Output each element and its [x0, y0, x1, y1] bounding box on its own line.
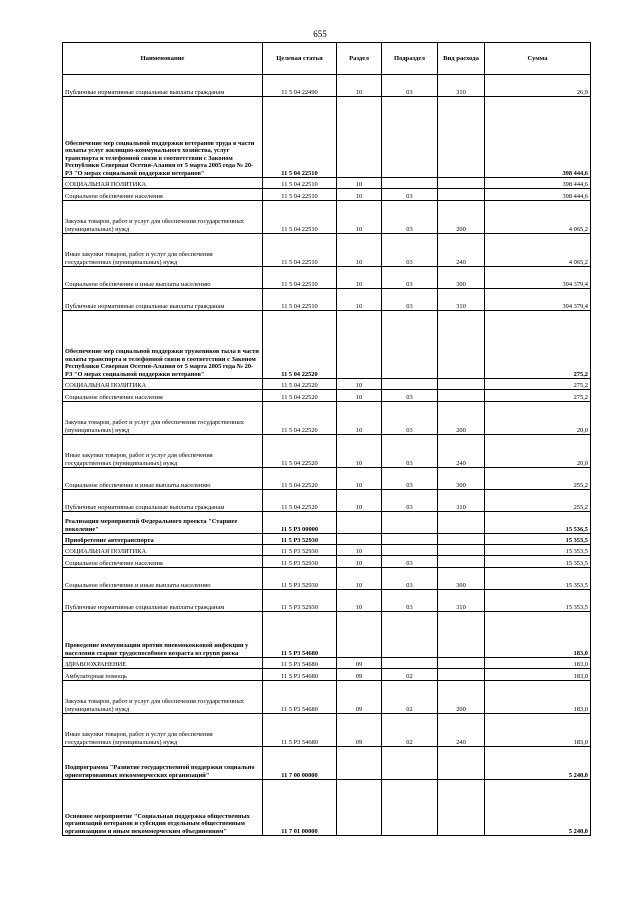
cell-target: 11 5 04 22520 — [263, 379, 337, 390]
cell-section: 10 — [337, 234, 382, 267]
cell-section — [337, 534, 382, 545]
cell-subsection — [382, 780, 438, 836]
cell-expense-type: 240 — [438, 234, 485, 267]
cell-name: СОЦИАЛЬНАЯ ПОЛИТИКА — [63, 379, 263, 390]
cell-target: 11 5 04 22510 — [263, 234, 337, 267]
cell-name: Проведение иммунизации против пневмококковой инфекции у населения старше трудоспособного возраста из групп риска — [63, 612, 263, 658]
page-number: 655 — [313, 29, 327, 39]
cell-section — [337, 311, 382, 379]
cell-name: Публичные нормативные социальные выплаты гражданам — [63, 289, 263, 311]
cell-subsection: 03 — [382, 590, 438, 612]
cell-expense-type: 310 — [438, 490, 485, 512]
cell-section — [337, 97, 382, 178]
cell-amount: 183,0 — [485, 669, 591, 681]
cell-subsection: 03 — [382, 267, 438, 289]
cell-section: 10 — [337, 178, 382, 189]
cell-subsection: 03 — [382, 201, 438, 234]
table-row — [63, 490, 591, 512]
cell-target: 11 5 P3 52930 — [263, 568, 337, 590]
cell-section: 09 — [337, 714, 382, 747]
cell-expense-type — [438, 669, 485, 681]
cell-section: 09 — [337, 658, 382, 669]
cell-target: 11 7 00 00000 — [263, 747, 337, 780]
cell-name: Иные закупки товаров, работ и услуг для обеспечения государственных (муниципальных) нужд — [63, 714, 263, 747]
cell-amount: 398 444,6 — [485, 97, 591, 178]
cell-subsection — [382, 658, 438, 669]
cell-expense-type: 240 — [438, 435, 485, 468]
cell-section: 10 — [337, 468, 382, 490]
cell-amount: 275,2 — [485, 379, 591, 390]
cell-section: 10 — [337, 402, 382, 435]
cell-subsection — [382, 534, 438, 545]
cell-expense-type — [438, 612, 485, 658]
cell-subsection — [382, 747, 438, 780]
cell-subsection: 02 — [382, 669, 438, 681]
cell-name: Социальное обеспечение и иные выплаты населению — [63, 267, 263, 289]
cell-section: 10 — [337, 568, 382, 590]
cell-amount: 15 353,5 — [485, 534, 591, 545]
table-row — [63, 189, 591, 201]
cell-expense-type: 310 — [438, 289, 485, 311]
cell-amount: 183,0 — [485, 714, 591, 747]
column-header-expense-type: Вид расхода — [438, 43, 485, 75]
cell-name: Реализация мероприятий Федерального проекта "Старшее поколение" — [63, 512, 263, 534]
cell-target: 11 5 04 22520 — [263, 435, 337, 468]
cell-amount: 183,0 — [485, 681, 591, 714]
column-header-section: Раздел — [337, 43, 382, 75]
table-row — [63, 780, 591, 836]
cell-expense-type — [438, 512, 485, 534]
cell-section: 10 — [337, 289, 382, 311]
cell-expense-type — [438, 97, 485, 178]
cell-expense-type: 310 — [438, 590, 485, 612]
cell-target: 11 5 P3 54680 — [263, 681, 337, 714]
cell-target: 11 5 04 22510 — [263, 201, 337, 234]
cell-name: Основное мероприятие "Социальная поддержка общественных организаций ветеранов и субсидии отдельным общественным организациям и иным некоммерческим объединениям" — [63, 780, 263, 836]
cell-name: Публичные нормативные социальные выплаты гражданам — [63, 490, 263, 512]
cell-expense-type — [438, 379, 485, 390]
cell-target: 11 5 P3 52930 — [263, 545, 337, 556]
cell-amount: 4 065,2 — [485, 201, 591, 234]
table-row — [63, 669, 591, 681]
cell-expense-type: 200 — [438, 402, 485, 435]
cell-target: 11 5 04 22510 — [263, 97, 337, 178]
table-body — [63, 75, 591, 836]
table-row — [63, 379, 591, 390]
table-row — [63, 390, 591, 402]
cell-section: 10 — [337, 545, 382, 556]
table-row — [63, 402, 591, 435]
table-row — [63, 311, 591, 379]
table-row — [63, 658, 591, 669]
cell-section: 10 — [337, 390, 382, 402]
cell-name: Обеспечение мер социальной поддержки тружеников тыла в части оплаты транспорта и телефонной связи в соответствии с Законом Республики Северная Осетия-Алания от 5 марта 2005 года № 20-РЗ "О мерах социальной поддержки ветеранов" — [63, 311, 263, 379]
cell-amount: 275,2 — [485, 311, 591, 379]
cell-subsection: 03 — [382, 402, 438, 435]
cell-section: 10 — [337, 75, 382, 97]
cell-expense-type — [438, 178, 485, 189]
cell-expense-type: 240 — [438, 714, 485, 747]
table-row — [63, 512, 591, 534]
table-row — [63, 435, 591, 468]
cell-subsection: 03 — [382, 435, 438, 468]
table-row — [63, 201, 591, 234]
cell-section — [337, 747, 382, 780]
cell-name: ЗДРАВООХРАНЕНИЕ — [63, 658, 263, 669]
table-row — [63, 545, 591, 556]
table-row — [63, 681, 591, 714]
column-header-subsection: Подраздел — [382, 43, 438, 75]
cell-section — [337, 612, 382, 658]
cell-subsection: 03 — [382, 189, 438, 201]
cell-name: Обеспечение мер социальной поддержки ветеранов труда в части оплаты услуг жилищно-коммунального хозяйства, услуг транспорта и телефонной связи в соответствии с Законом Республики Северная Осетия-Алания от 5 марта 2005 года № 20- РЗ "О мерах социальной поддержки ветеранов" — [63, 97, 263, 178]
table-row — [63, 747, 591, 780]
cell-target: 11 5 04 22520 — [263, 402, 337, 435]
cell-subsection — [382, 178, 438, 189]
cell-target: 11 5 04 22520 — [263, 468, 337, 490]
cell-name: Приобретение автотранспорта — [63, 534, 263, 545]
column-header-amount: Сумма — [485, 43, 591, 75]
cell-amount: 15 353,5 — [485, 568, 591, 590]
cell-expense-type — [438, 545, 485, 556]
cell-subsection: 03 — [382, 234, 438, 267]
cell-target: 11 5 04 22510 — [263, 178, 337, 189]
cell-subsection: 03 — [382, 289, 438, 311]
table-row — [63, 178, 591, 189]
cell-name: Социальное обеспечение населения — [63, 556, 263, 568]
cell-expense-type: 300 — [438, 267, 485, 289]
cell-subsection: 02 — [382, 714, 438, 747]
cell-section: 10 — [337, 379, 382, 390]
cell-amount: 394 379,4 — [485, 267, 591, 289]
cell-expense-type — [438, 534, 485, 545]
cell-subsection: 03 — [382, 390, 438, 402]
cell-section: 10 — [337, 590, 382, 612]
cell-amount: 5 240,0 — [485, 747, 591, 780]
cell-target: 11 5 04 22490 — [263, 75, 337, 97]
cell-section: 10 — [337, 201, 382, 234]
table-row — [63, 714, 591, 747]
cell-section: 10 — [337, 189, 382, 201]
cell-name: Подпрограмма "Развитие государственной поддержки социально ориентированных некоммерческих организаций" — [63, 747, 263, 780]
cell-section: 10 — [337, 435, 382, 468]
cell-amount: 15 536,5 — [485, 512, 591, 534]
cell-section: 10 — [337, 490, 382, 512]
table-header-row — [63, 43, 591, 75]
cell-subsection — [382, 612, 438, 658]
cell-name: Амбулаторная помощь — [63, 669, 263, 681]
cell-name: Публичные нормативные социальные выплаты гражданам — [63, 590, 263, 612]
cell-subsection — [382, 512, 438, 534]
cell-subsection — [382, 97, 438, 178]
cell-amount: 183,0 — [485, 658, 591, 669]
cell-section: 10 — [337, 267, 382, 289]
cell-section: 09 — [337, 681, 382, 714]
cell-subsection: 03 — [382, 490, 438, 512]
cell-amount: 26,9 — [485, 75, 591, 97]
cell-name: Иные закупки товаров, работ и услуг для обеспечения государственных (муниципальных) нужд — [63, 234, 263, 267]
cell-name: Социальное обеспечение населения — [63, 189, 263, 201]
cell-expense-type — [438, 556, 485, 568]
table-row — [63, 289, 591, 311]
table-row — [63, 568, 591, 590]
cell-expense-type — [438, 189, 485, 201]
budget-table — [62, 42, 591, 836]
cell-subsection: 03 — [382, 568, 438, 590]
cell-amount: 20,0 — [485, 435, 591, 468]
cell-target: 11 7 01 00000 — [263, 780, 337, 836]
column-header-target: Целевая статья — [263, 43, 337, 75]
cell-amount: 4 065,2 — [485, 234, 591, 267]
cell-target: 11 5 P3 52930 — [263, 534, 337, 545]
cell-name: Закупка товаров, работ и услуг для обеспечения государственных (муниципальных) нужд — [63, 402, 263, 435]
cell-subsection: 03 — [382, 75, 438, 97]
cell-target: 11 5 04 22510 — [263, 289, 337, 311]
cell-target: 11 5 04 22520 — [263, 390, 337, 402]
column-header-name: Наименование — [63, 43, 263, 75]
cell-subsection: 03 — [382, 468, 438, 490]
table-row — [63, 468, 591, 490]
table-row — [63, 534, 591, 545]
cell-target: 11 5 P3 52930 — [263, 590, 337, 612]
cell-expense-type — [438, 747, 485, 780]
cell-subsection — [382, 379, 438, 390]
cell-name: Иные закупки товаров, работ и услуг для обеспечения государственных (муниципальных) нужд — [63, 435, 263, 468]
cell-target: 11 5 04 22510 — [263, 189, 337, 201]
table-row — [63, 267, 591, 289]
cell-expense-type — [438, 658, 485, 669]
cell-amount: 275,2 — [485, 390, 591, 402]
cell-subsection: 02 — [382, 681, 438, 714]
cell-name: Закупка товаров, работ и услуг для обеспечения государственных (муниципальных) нужд — [63, 201, 263, 234]
cell-section — [337, 512, 382, 534]
cell-section: 10 — [337, 556, 382, 568]
cell-target: 11 5 P3 54680 — [263, 612, 337, 658]
cell-expense-type — [438, 311, 485, 379]
cell-amount: 394 379,4 — [485, 289, 591, 311]
cell-expense-type — [438, 780, 485, 836]
cell-target: 11 5 04 22520 — [263, 311, 337, 379]
cell-amount: 15 353,5 — [485, 590, 591, 612]
cell-name: Социальное обеспечение населения — [63, 390, 263, 402]
cell-name: СОЦИАЛЬНАЯ ПОЛИТИКА — [63, 178, 263, 189]
table-row — [63, 556, 591, 568]
cell-subsection — [382, 311, 438, 379]
cell-subsection: 03 — [382, 556, 438, 568]
cell-amount: 183,0 — [485, 612, 591, 658]
cell-name: Публичные нормативные социальные выплаты гражданам — [63, 75, 263, 97]
cell-expense-type: 300 — [438, 468, 485, 490]
cell-section — [337, 780, 382, 836]
cell-subsection — [382, 545, 438, 556]
cell-name: Социальное обеспечение и иные выплаты населению — [63, 468, 263, 490]
table-row — [63, 75, 591, 97]
cell-expense-type: 310 — [438, 75, 485, 97]
cell-section: 09 — [337, 669, 382, 681]
cell-amount: 255,2 — [485, 468, 591, 490]
table-row — [63, 97, 591, 178]
table-row — [63, 612, 591, 658]
table-row — [63, 590, 591, 612]
cell-name: СОЦИАЛЬНАЯ ПОЛИТИКА — [63, 545, 263, 556]
cell-target: 11 5 04 22510 — [263, 267, 337, 289]
table-row — [63, 234, 591, 267]
cell-expense-type — [438, 390, 485, 402]
cell-name: Закупка товаров, работ и услуг для обеспечения государственных (муниципальных) нужд — [63, 681, 263, 714]
cell-target: 11 5 04 22520 — [263, 490, 337, 512]
cell-amount: 398 444,6 — [485, 189, 591, 201]
cell-target: 11 5 P3 54680 — [263, 658, 337, 669]
cell-expense-type: 200 — [438, 681, 485, 714]
cell-expense-type: 200 — [438, 201, 485, 234]
cell-amount: 398 444,6 — [485, 178, 591, 189]
cell-amount: 15 353,5 — [485, 556, 591, 568]
cell-name: Социальное обеспечение и иные выплаты населению — [63, 568, 263, 590]
cell-amount: 255,2 — [485, 490, 591, 512]
cell-amount: 15 353,5 — [485, 545, 591, 556]
cell-amount: 20,0 — [485, 402, 591, 435]
cell-expense-type: 300 — [438, 568, 485, 590]
cell-amount: 5 240,0 — [485, 780, 591, 836]
cell-target: 11 5 P3 54680 — [263, 714, 337, 747]
cell-target: 11 5 P3 54680 — [263, 669, 337, 681]
cell-target: 11 5 P3 52930 — [263, 556, 337, 568]
cell-target: 11 5 P3 00000 — [263, 512, 337, 534]
